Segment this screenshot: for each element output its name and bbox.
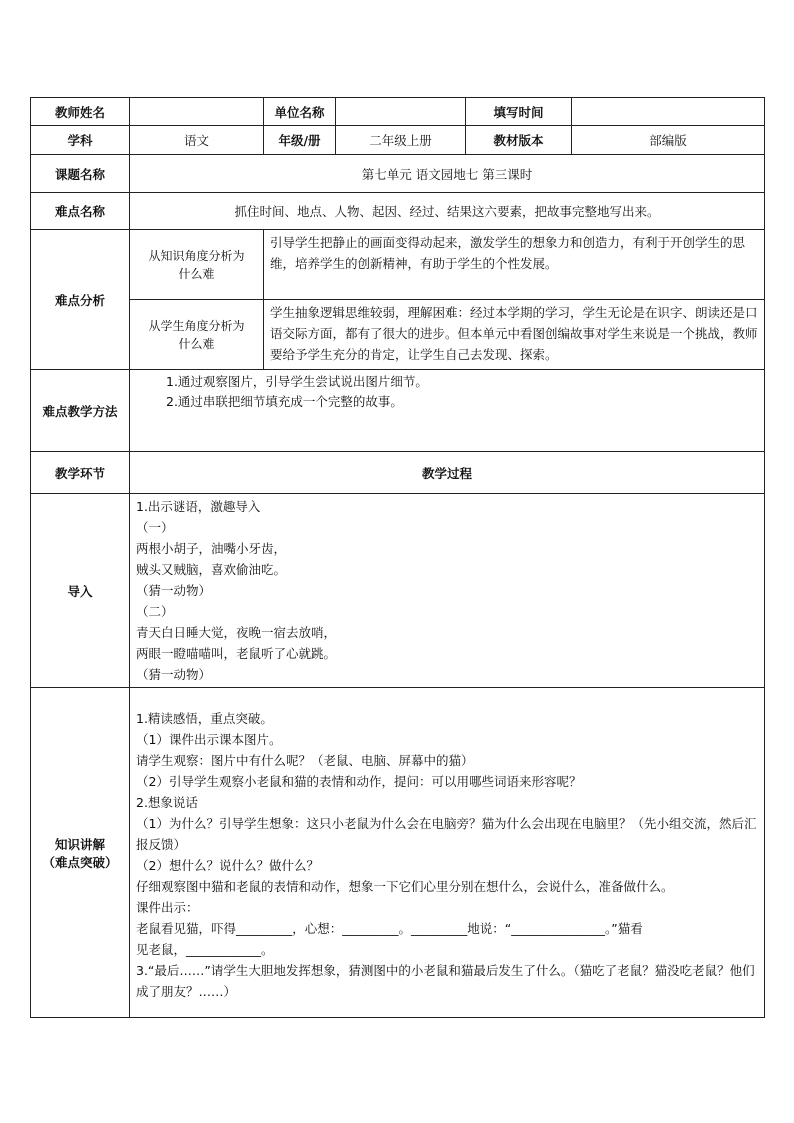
grade-value: 二年级上册 (336, 126, 466, 155)
knowledge-explain-label (31, 688, 130, 1018)
subject-value: 语文 (130, 126, 264, 155)
student-angle-text-body: 学生抽象逻辑思维较弱，理解困难：经过本学期的学习，学生无论是在识字、朗读还是口语交际方面，都有了很大的进步。但本单元中看图创编故事对学生来说是一个挑战，教师要给予学生充分的肯定，让学生自己去发现、探索。 (270, 305, 758, 362)
intro-line: 贼头又贼脑，喜欢偷油吃。 (136, 562, 287, 577)
analysis-row-knowledge (31, 230, 765, 300)
teacher-name-value[interactable] (130, 98, 264, 126)
knowledge-angle-text-body: 引导学生把静止的画面变得动起来，激发学生的想象力和创造力，有利于开创学生的思维，培养学生的创新精神，有助于学生的个性发展。 (270, 235, 746, 271)
teaching-stage-label: 教学环节 (31, 452, 130, 494)
knowledge-line: 3.“最后……”请学生大胆地发挥想象，猜测图中的小老鼠和猫最后发生了什么。（猫吃了老鼠？猫没吃老鼠？他们成了朋友？……） (136, 963, 755, 999)
intro-content (130, 494, 765, 688)
subject-label: 学科 (31, 126, 130, 155)
unit-name-value[interactable] (336, 98, 466, 126)
intro-line: （猜一动物） (136, 583, 212, 598)
intro-line: 青天白日睡大觉，夜晚一宿去放哨， (136, 625, 337, 640)
knowledge-line: 老鼠看见猫，吓得_________，心想：_________。_________地说：“_______________。”猫看 (136, 921, 643, 936)
fill-date-label: 填写时间 (466, 98, 572, 126)
method-row (31, 370, 765, 452)
lesson-name-value: 第七单元 语文园地七 第三课时 (130, 155, 765, 193)
knowledge-line: （1）为什么？引导学生想象：这只小老鼠为什么会在电脑旁？猫为什么会出现在电脑里？（先小组交流，然后汇报反馈） (136, 816, 757, 852)
student-angle-label-line2: 什么难 (178, 336, 215, 351)
knowledge-angle-label (130, 230, 264, 300)
lesson-row (31, 155, 765, 193)
teaching-method-list (130, 370, 765, 452)
edition-label: 教材版本 (466, 126, 572, 155)
knowledge-line: 仔细观察图中猫和老鼠的表情和动作，想象一下它们心里分别在想什么，会说什么，准备做什么。 (136, 879, 674, 894)
knowledge-content (130, 688, 765, 1018)
analysis-row-student (31, 300, 765, 370)
lesson-name-label: 课题名称 (31, 155, 130, 193)
difficulty-analysis-label: 难点分析 (31, 230, 130, 370)
difficulty-name-value: 抓住时间、地点、人物、起因、经过、结果这六要素，把故事完整地写出来。 (130, 193, 765, 230)
knowledge-angle-label-line1: 从知识角度分析为 (148, 248, 245, 263)
knowledge-line: 见老鼠，____________。 (136, 942, 274, 957)
knowledge-line: （1）课件出示课本图片。 (136, 732, 282, 747)
intro-row (31, 494, 765, 688)
knowledge-row (31, 688, 765, 1018)
intro-line: 两根小胡子，油嘴小牙齿， (136, 541, 287, 556)
intro-line: 1.出示谜语，激趣导入 (136, 499, 261, 514)
knowledge-line: （2）想什么？说什么？做什么？ (136, 858, 319, 873)
knowledge-line: 请学生观察：图片中有什么呢？（老鼠、电脑、屏幕中的猫） (136, 753, 474, 768)
knowledge-explain-label-line1: 知识讲解 (54, 836, 105, 852)
knowledge-angle-label-line2: 什么难 (178, 266, 215, 281)
process-header-row (31, 452, 765, 494)
unit-name-label: 单位名称 (264, 98, 336, 126)
intro-line: （猜一动物） (136, 667, 212, 682)
student-angle-label (130, 300, 264, 370)
knowledge-line: 课件出示： (136, 900, 199, 915)
knowledge-line: 1.精读感悟，重点突破。 (136, 711, 273, 726)
teaching-process-label: 教学过程 (130, 452, 765, 494)
subject-row (31, 126, 765, 155)
teacher-name-label: 教师姓名 (31, 98, 130, 126)
difficulty-row (31, 193, 765, 230)
edition-value: 部编版 (572, 126, 765, 155)
student-angle-text (264, 300, 765, 370)
intro-label: 导入 (31, 494, 130, 688)
teaching-method-label: 难点教学方法 (31, 370, 130, 452)
knowledge-line: 2.想象说话 (136, 795, 198, 810)
method-item-2: 2.通过串联把细节填充成一个完整的故事。 (166, 394, 403, 409)
intro-line: （二） (136, 604, 174, 619)
header-row (31, 98, 765, 126)
fill-date-value[interactable] (572, 98, 765, 126)
knowledge-line: （2）引导学生观察小老鼠和猫的表情和动作，提问：可以用哪些词语来形容呢？ (136, 774, 582, 789)
difficulty-name-label: 难点名称 (31, 193, 130, 230)
intro-line: 两眼一瞪喵喵叫，老鼠听了心就跳。 (136, 646, 337, 661)
intro-line: （一） (136, 520, 174, 535)
method-item-1: 1.通过观察图片，引导学生尝试说出图片细节。 (166, 374, 428, 389)
student-angle-label-line1: 从学生角度分析为 (148, 318, 245, 333)
grade-label: 年级/册 (264, 126, 336, 155)
lesson-plan-table (30, 97, 765, 1018)
knowledge-explain-label-line2: （难点突破） (42, 854, 118, 870)
knowledge-angle-text (264, 230, 765, 300)
